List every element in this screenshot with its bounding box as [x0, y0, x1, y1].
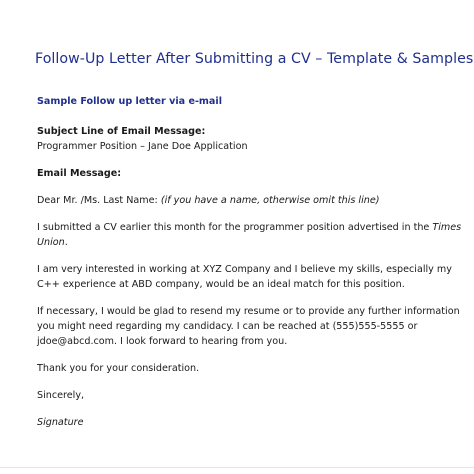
- document-subtitle: Sample Follow up letter via e-mail: [37, 96, 222, 107]
- closing-line: Sincerely,: [37, 390, 85, 401]
- paragraph-1-italic-2: Union: [37, 237, 65, 248]
- paragraph-1-line-1: [37, 220, 461, 236]
- salutation-line: [37, 193, 380, 209]
- message-heading: Email Message:: [37, 168, 122, 179]
- thanks-line: Thank you for your consideration.: [37, 363, 200, 374]
- paragraph-1-line-2: [37, 235, 68, 251]
- subject-heading: Subject Line of Email Message:: [37, 126, 206, 137]
- document-title: Follow-Up Letter After Submitting a CV – Template & Samples: [35, 51, 474, 67]
- bottom-divider: [0, 467, 474, 468]
- paragraph-1-period: .: [64, 237, 68, 248]
- paragraph-3-line-2: you might need regarding my candidacy. I can be reached at (555)555-5555 or: [37, 321, 418, 332]
- signature-line: Signature: [37, 417, 84, 428]
- paragraph-2-line-2: C++ experience at ABD company, would be an ideal match for this position.: [37, 279, 405, 290]
- paragraph-1-italic: Times: [432, 222, 462, 233]
- subject-value: Programmer Position – Jane Doe Application: [37, 141, 248, 152]
- paragraph-3-line-1: If necessary, I would be glad to resend my resume or to provide any further information: [37, 306, 460, 317]
- salutation-text: Dear Mr. /Ms. Last Name:: [37, 195, 161, 206]
- paragraph-1-text: I submitted a CV earlier this month for the programmer position advertised in the: [37, 222, 433, 233]
- paragraph-3-line-3: jdoe@abcd.com. I look forward to hearing from you.: [37, 336, 288, 347]
- paragraph-2-line-1: I am very interested in working at XYZ Company and I believe my skills, especially my: [37, 264, 452, 275]
- salutation-note: (if you have a name, otherwise omit this line): [160, 195, 380, 206]
